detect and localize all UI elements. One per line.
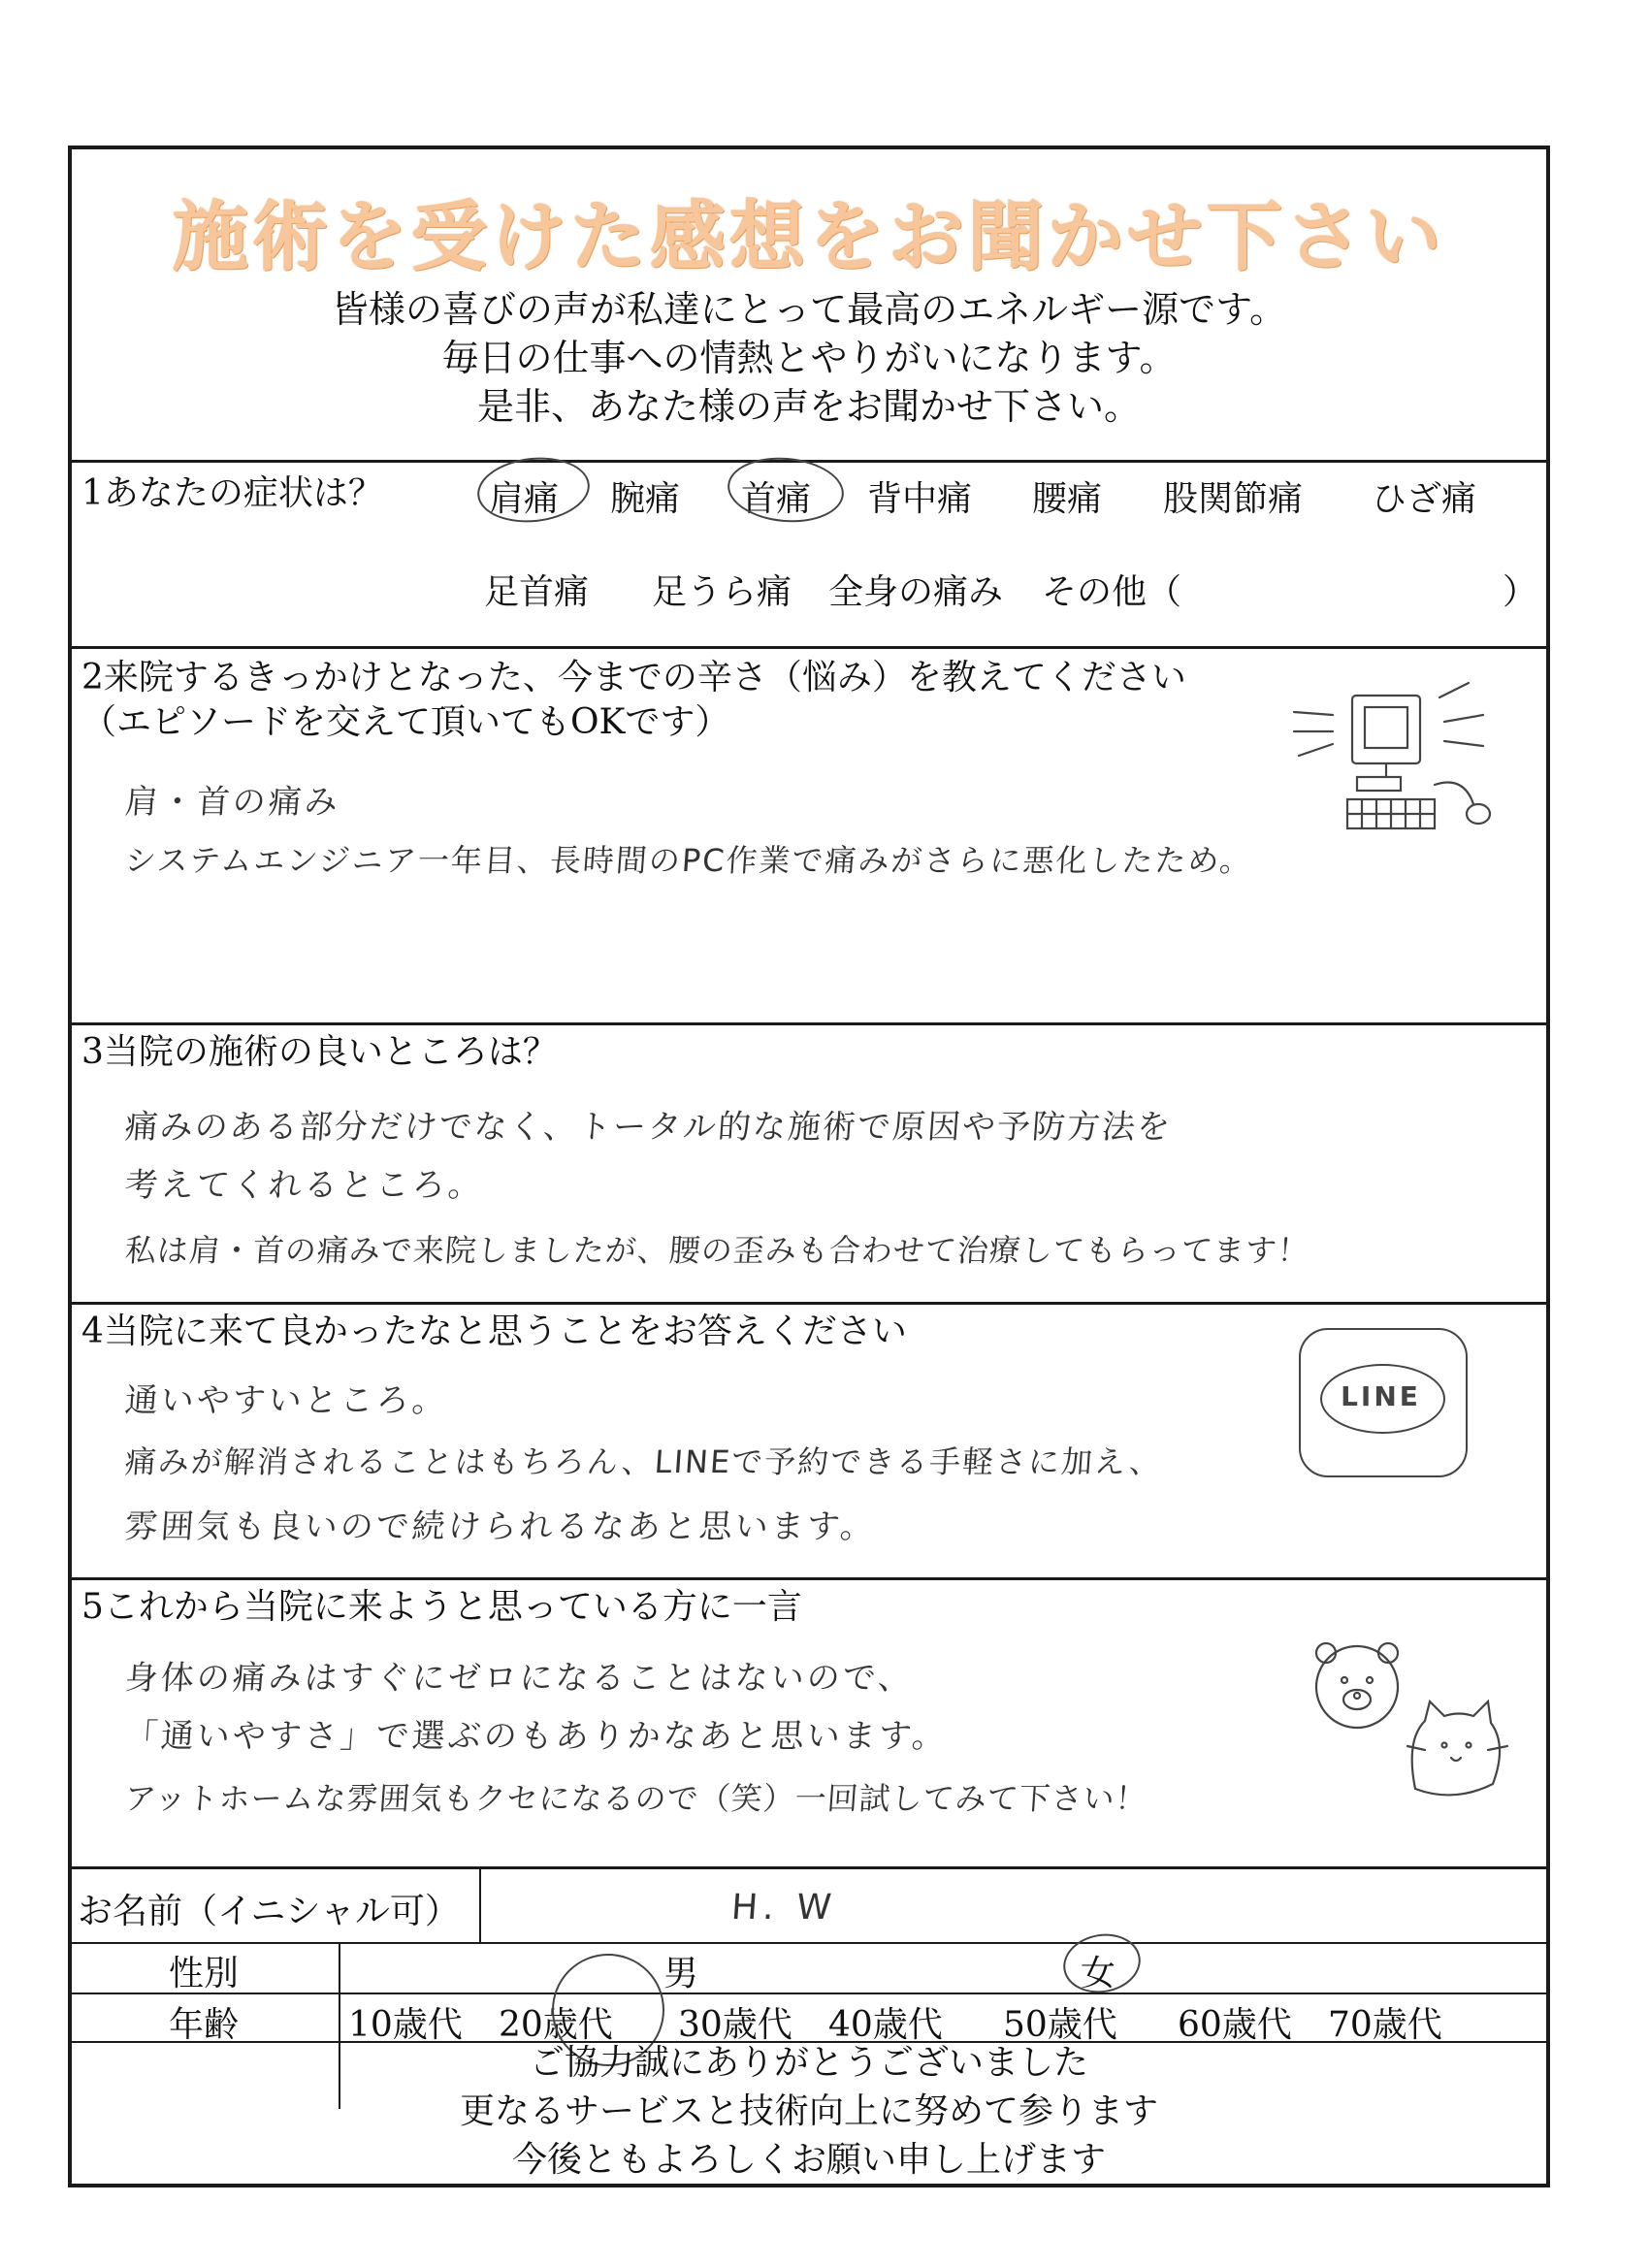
gender-male[interactable]: 男 [663, 1954, 699, 1993]
computer-icon [1279, 678, 1522, 843]
q2-answer-line: システムエンジニア一年目、長時間のPC作業で痛みがさらに悪化したため。 [123, 842, 1254, 879]
q4-answer-line: 痛みが解消されることはもちろん、LINEで予約できる手軽さに加え、 [123, 1443, 1164, 1480]
divider [479, 1866, 481, 1942]
option-knee[interactable]: ひざ痛 [1372, 479, 1477, 519]
q4-label: 4当院に来て良かったなと思うことをお答えください [81, 1312, 907, 1351]
closing-line: 更なるサービスと技術向上に努めて参ります [459, 2091, 1158, 2131]
q3-label: 3当院の施術の良いところは？ [81, 1032, 558, 1072]
q5-answer-line: 身体の痛みはすぐにゼロになることはないので、 [123, 1659, 916, 1698]
age-70s[interactable]: 70歳代 [1328, 2005, 1442, 2045]
option-neck[interactable]: 首痛 [741, 479, 812, 519]
age-50s[interactable]: 50歳代 [1003, 2005, 1117, 2045]
intro-line: 毎日の仕事への情熱とやりがいになります。 [441, 337, 1177, 379]
q5-answer-line: 「通いやすさ」で選ぶのもありかなあと思います。 [123, 1717, 950, 1756]
name-value[interactable]: H. W [729, 1888, 839, 1928]
q3-answer-line: 痛みのある部分だけでなく、トータル的な施術で原因や予防方法を [123, 1108, 1174, 1147]
option-arm[interactable]: 腕痛 [610, 479, 681, 519]
divider [72, 1866, 1546, 1869]
intro-text [72, 285, 1546, 431]
gender-label: 性別 [169, 1954, 240, 1993]
q4-answer-line: 雰囲気も良いので続けられるなあと思います。 [123, 1507, 878, 1546]
q3-answer-line: 私は肩・首の痛みで来院しましたが、腰の歪みも合わせて治療してもらってます！ [123, 1232, 1311, 1269]
q2-label [81, 656, 1186, 745]
q3-answer-line: 考えてくれるところ。 [123, 1166, 486, 1205]
form-title: 施術を受けた感想をお聞かせ下さい [172, 193, 1445, 281]
closing-line: ご協力誠にありがとうございました [529, 2043, 1088, 2083]
option-whole-body[interactable]: 全身の痛み [828, 572, 1004, 612]
option-hip-joint[interactable]: 股関節痛 [1163, 479, 1304, 519]
divider [72, 646, 1546, 649]
age-10s[interactable]: 10歳代 [348, 2005, 463, 2045]
age-20s[interactable]: 20歳代 [499, 2005, 613, 2045]
q5-answer-line: アットホームな雰囲気もクセになるので（笑）一回試してみて下さい！ [123, 1780, 1148, 1817]
divider [72, 1577, 1546, 1580]
q2-label-line: 2来院するきっかけとなった、今までの辛さ（悩み）を教えてください [81, 658, 1186, 697]
circle-mark [1058, 1928, 1145, 1999]
divider [72, 1022, 1546, 1025]
closing-text [72, 2039, 1546, 2185]
name-label: お名前（イニシャル可） [78, 1892, 460, 1931]
age-label: 年齢 [169, 2005, 240, 2045]
option-lower-back[interactable]: 腰痛 [1032, 479, 1103, 519]
gender-female[interactable]: 女 [1081, 1954, 1116, 1993]
option-other[interactable]: その他（ [1042, 572, 1182, 612]
q2-answer-line: 肩・首の痛み [123, 783, 342, 822]
age-30s[interactable]: 30歳代 [678, 2005, 792, 2045]
q2-label-line: （エピソードを交えて頂いてもOKです） [81, 702, 730, 742]
line-logo [1299, 1328, 1468, 1477]
age-60s[interactable]: 60歳代 [1178, 2005, 1292, 2045]
intro-line: 皆様の喜びの声が私達にとって最高のエネルギー源です。 [331, 288, 1287, 331]
divider [72, 1302, 1546, 1305]
closing-line: 今後ともよろしくお願い申し上げます [511, 2140, 1106, 2180]
option-ankle[interactable]: 足首痛 [484, 572, 590, 612]
divider [72, 1993, 1546, 1994]
age-40s[interactable]: 40歳代 [828, 2005, 943, 2045]
option-shoulder[interactable]: 肩痛 [489, 479, 560, 519]
q1-label: 1あなたの症状は？ [81, 473, 383, 513]
intro-line: 是非、あなた様の声をお聞かせ下さい。 [476, 385, 1141, 428]
q4-answer-line: 通いやすいところ。 [123, 1381, 450, 1420]
option-back[interactable]: 背中痛 [867, 479, 973, 519]
divider [72, 1942, 1546, 1944]
survey-form [68, 146, 1550, 2187]
option-other-close: ） [1503, 572, 1538, 612]
bear-and-cat-icon [1299, 1624, 1541, 1818]
line-logo-text: LINE [1341, 1380, 1421, 1412]
option-sole[interactable]: 足うら痛 [652, 572, 792, 612]
q5-label: 5これから当院に来ようと思っている方に一言 [81, 1587, 802, 1627]
